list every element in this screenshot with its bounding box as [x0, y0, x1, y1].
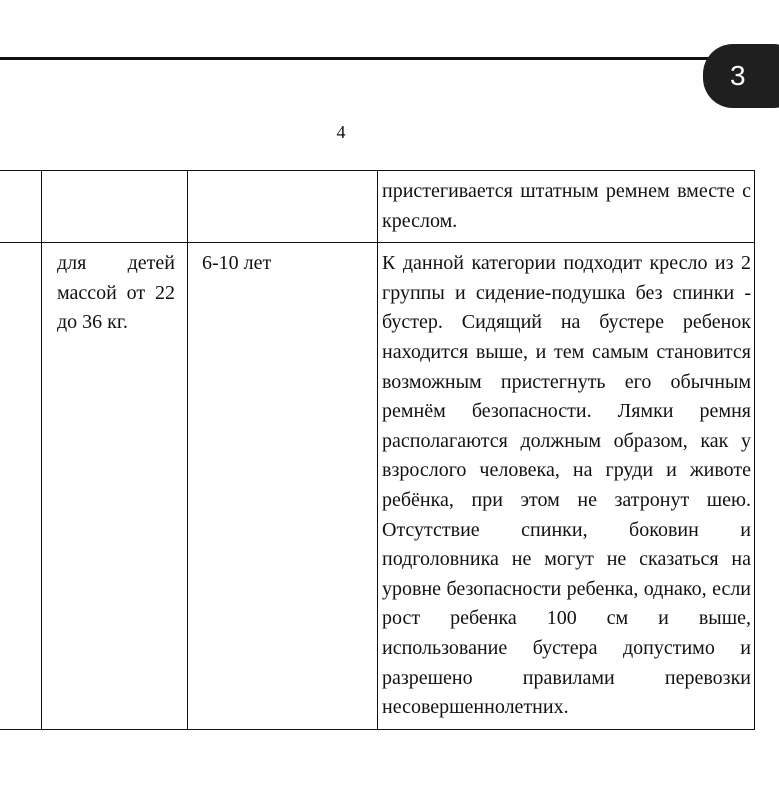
- header-rule: [0, 57, 720, 60]
- age-cell: 6-10 лет: [188, 243, 378, 730]
- page-badge: 3: [703, 44, 779, 108]
- description-cell: К данной категории подходит кресло из 2 группы и сидение-подушка без спинки - бустер. Сидящий на бустере ребенок находится выше, и тем самым становится возможным пристегнуть его обычным ремнём безопасности. Лямки ремня располагаются должным образом, как у взрослого человека, на груди и животе ребёнка, при этом не затронут шею. Отсутствие спинки, боковин и подголовника не могут не сказаться на уровне безопасности ребенка, однако, если рост ребенка 100 см и выше, использование бустера допустимо и разрешено правилами перевозки несовершеннолетних.: [378, 243, 755, 730]
- description-cell: пристегивается штатным ремнем вместе с креслом.: [378, 171, 755, 243]
- group-cell: [0, 243, 42, 730]
- seat-groups-table: [0, 170, 755, 730]
- weight-cell: [42, 171, 188, 243]
- table-row: [0, 171, 755, 243]
- group-cell: [0, 171, 42, 243]
- age-cell: [188, 171, 378, 243]
- table-row: [0, 243, 755, 730]
- page-number: 4: [336, 122, 346, 142]
- weight-cell: для детей массой от 22 до 36 кг.: [42, 243, 188, 730]
